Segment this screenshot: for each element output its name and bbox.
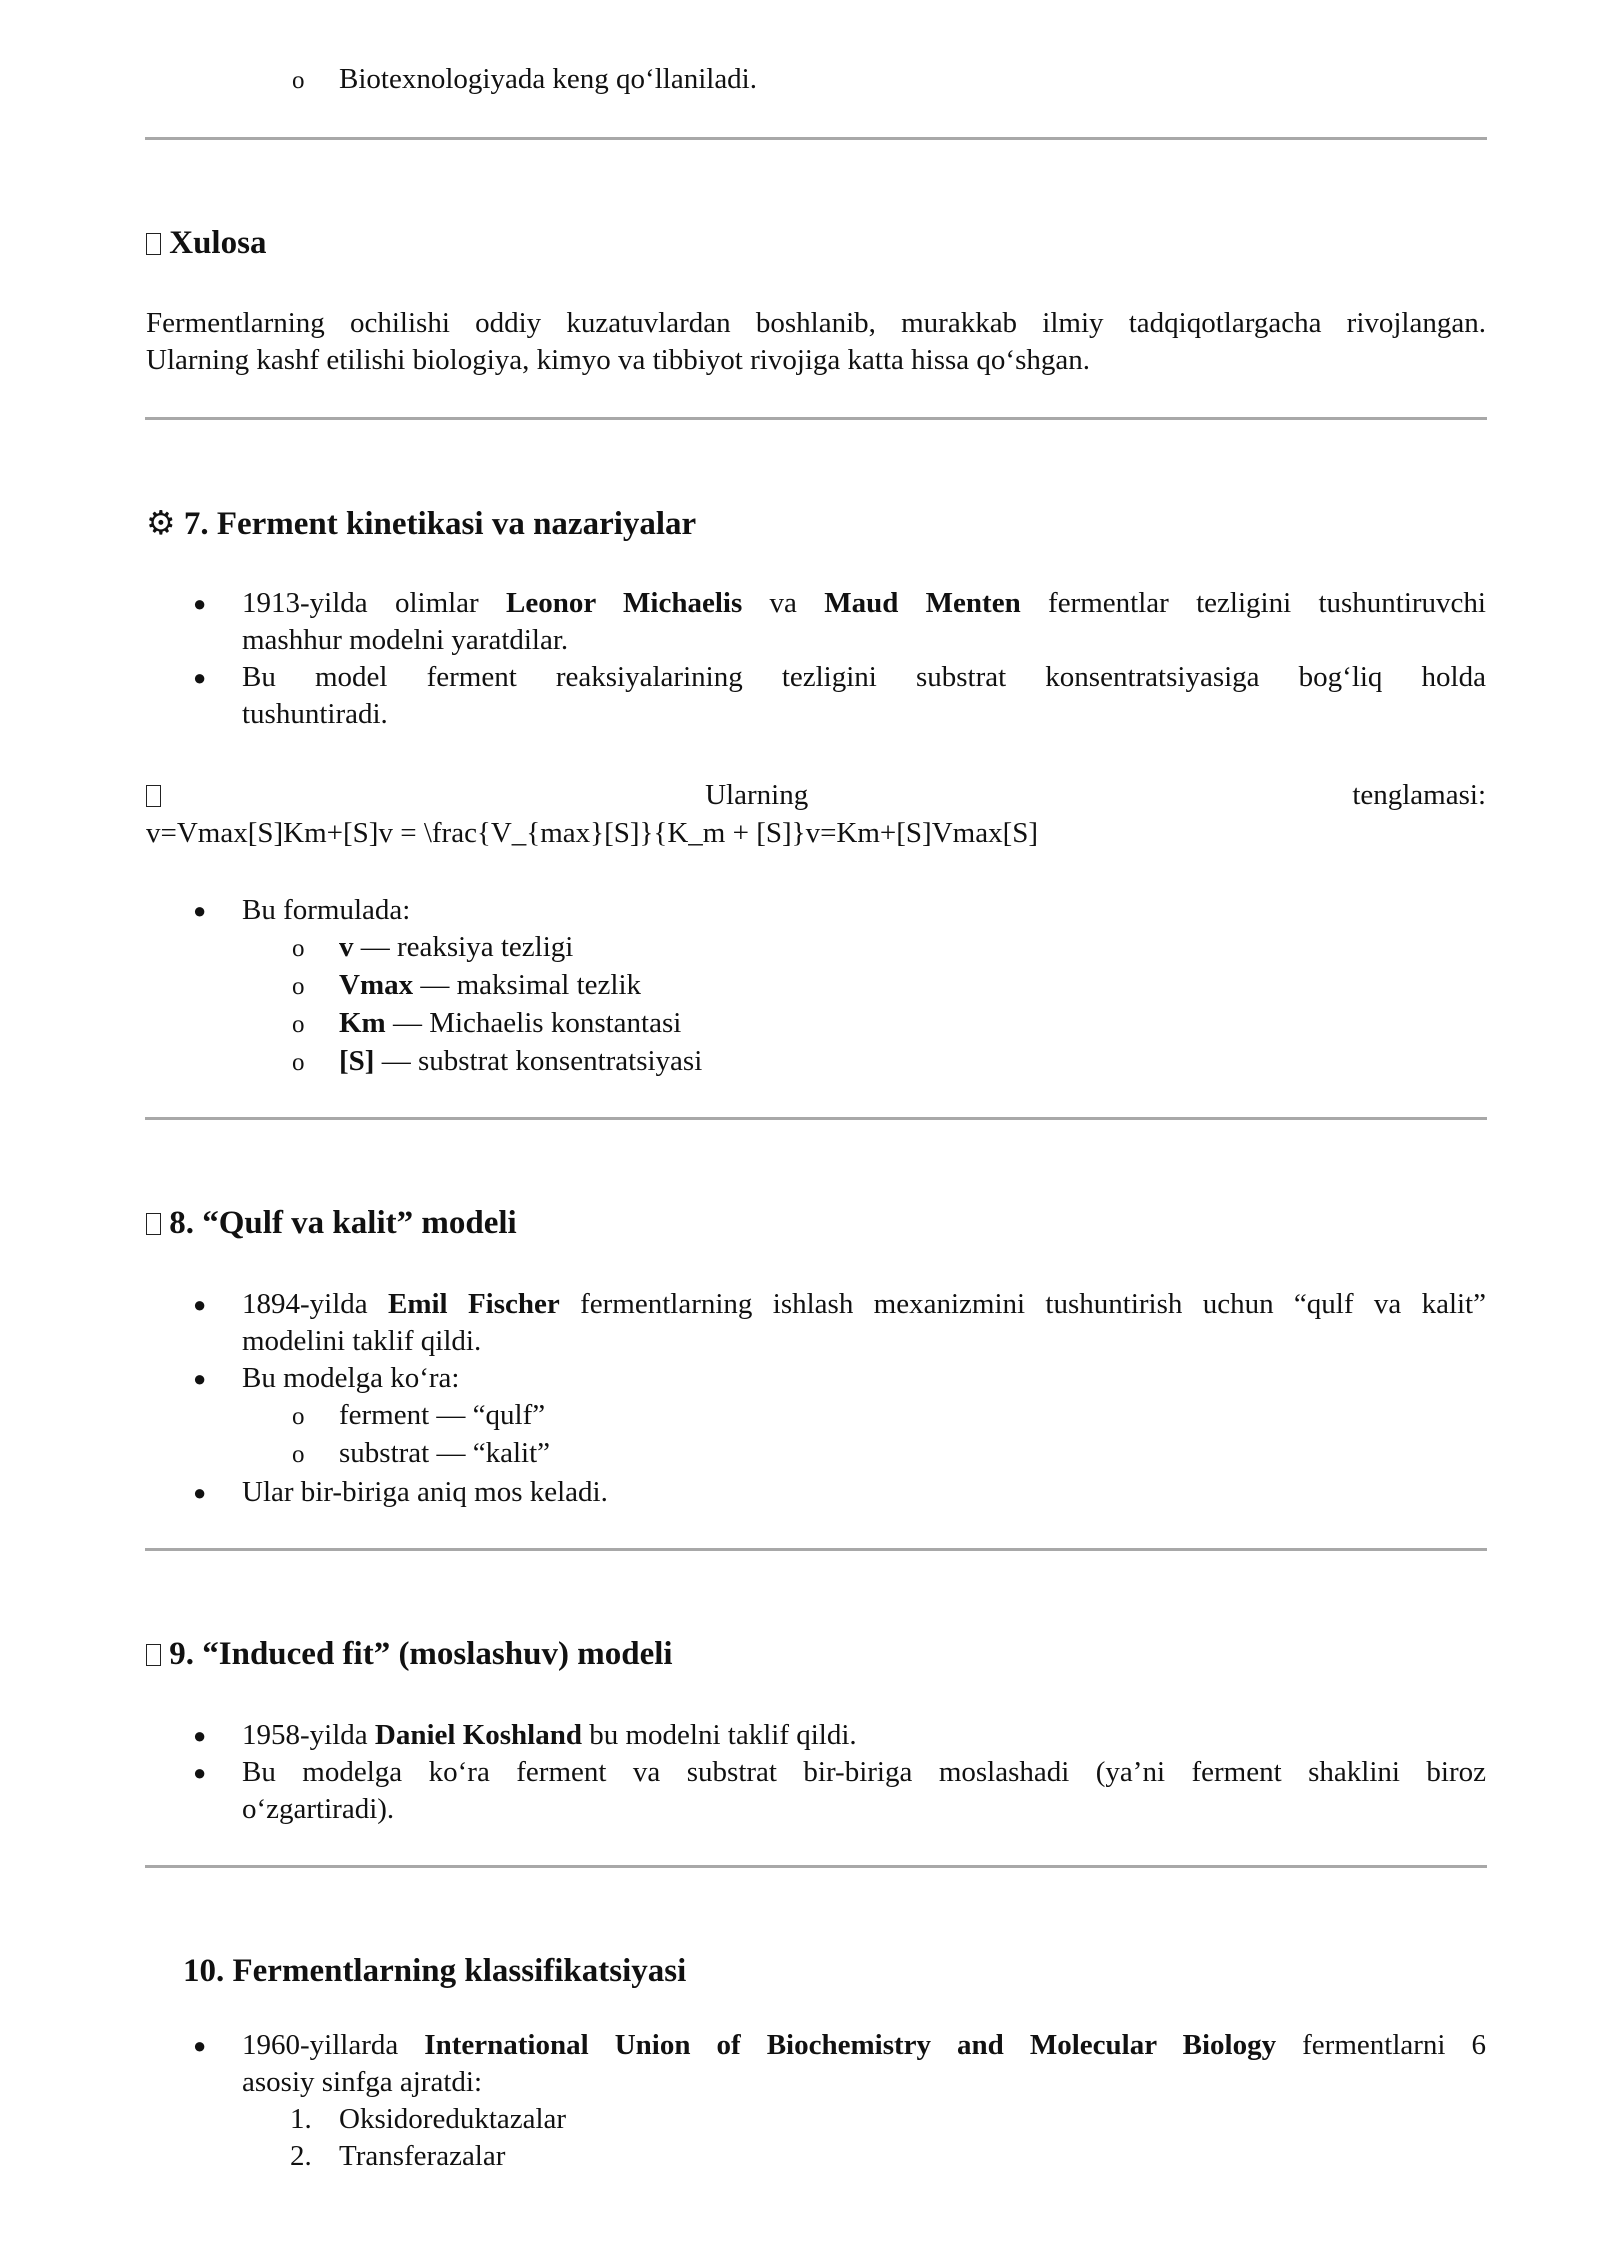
list-number: 2. (290, 2140, 312, 2172)
bullet-icon: ● (193, 1292, 207, 1317)
divider (145, 137, 1487, 140)
list-item: Bu model ferment reaksiyalarining tezligini substrat konsentratsiyasiga bog‘liq holda (242, 661, 1486, 693)
heading-text: 9. “Induced fit” (moslashuv) modeli (169, 1636, 673, 1672)
heading-text: 7. Ferment kinetikasi va nazariyalar (183, 506, 697, 542)
divider (145, 1117, 1487, 1120)
bullet-icon: ● (193, 1480, 207, 1505)
list-item-continuation: o‘zgartiradi). (242, 1793, 395, 1825)
bullet-icon: ● (193, 591, 207, 616)
list-item-continuation: mashhur modelni yaratdilar. (242, 624, 569, 656)
list-number: 1. (290, 2103, 312, 2135)
sub-list-item (339, 929, 573, 966)
list-item: Bu formulada: (242, 894, 411, 926)
list-item-continuation: tushuntiradi. (242, 698, 388, 730)
list-item (242, 1286, 1486, 1323)
term: Vmax (339, 969, 414, 1001)
text: bu modelni taklif qildi. (589, 1719, 857, 1751)
numbered-list-item: Oksidoreduktazalar (339, 2103, 567, 2135)
circle-bullet-icon: o (292, 1403, 305, 1430)
term: Km (339, 1007, 386, 1039)
text: 1913-yilda olimlar (242, 587, 479, 619)
equation-formula: v=Vmax[S]Km+[S]v = \frac{V_{max}[S]}{K_m + [S]}v=Km+[S]Vmax[S] (146, 817, 1039, 849)
numbered-list-item: Transferazalar (339, 2140, 506, 2172)
text: tenglamasi: (1352, 779, 1486, 811)
text: fermentlar tezligini tushuntiruvchi (1048, 587, 1486, 619)
circle-bullet-icon: o (292, 1441, 305, 1468)
list-item: Biotexnologiyada keng qo‘llaniladi. (339, 63, 757, 95)
term: [S] (339, 1045, 375, 1077)
paragraph-line: Fermentlarning ochilishi oddiy kuzatuvlardan boshlanib, murakkab ilmiy tadqiqotlargacha rivojlangan. (146, 307, 1486, 339)
term-description: — Michaelis konstantasi (392, 1007, 682, 1039)
circle-bullet-icon: o (292, 973, 305, 1000)
list-item: Ular bir-biriga aniq mos keladi. (242, 1476, 608, 1508)
sub-list-item (339, 1043, 702, 1080)
sub-list-item: substrat — “kalit” (339, 1437, 551, 1469)
person-name: Daniel Koshland (374, 1719, 582, 1751)
circle-bullet-icon: o (292, 1011, 305, 1038)
section-heading-7 (146, 503, 696, 544)
list-item: Bu modelga ko‘ra ferment va substrat bir-biriga moslashadi (ya’ni ferment shaklini biroz (242, 1756, 1486, 1788)
term-description: — reaksiya tezligi (360, 931, 574, 963)
divider (145, 1865, 1487, 1868)
list-item (242, 2027, 1486, 2064)
list-item (242, 1717, 857, 1754)
bullet-icon: ● (193, 898, 207, 923)
text: Ularning (705, 779, 809, 811)
missing-glyph-icon (146, 233, 161, 255)
missing-glyph-icon (146, 785, 161, 807)
circle-bullet-icon: o (292, 67, 305, 94)
heading-text: 8. “Qulf va kalit” modeli (169, 1205, 517, 1241)
section-heading-8 (146, 1203, 517, 1243)
bullet-icon: ● (193, 1760, 207, 1785)
missing-glyph-icon (146, 1213, 161, 1235)
section-heading-xulosa (146, 223, 266, 263)
equation-intro (146, 777, 1486, 814)
missing-glyph-icon (146, 1644, 161, 1666)
text: fermentlarni 6 (1302, 2029, 1487, 2061)
heading-text: Xulosa (169, 225, 267, 261)
section-heading-10: 10. Fermentlarning klassifikatsiyasi (183, 1953, 687, 1989)
gear-icon: ⚙ (146, 503, 176, 542)
text: va (769, 587, 797, 619)
divider (145, 1548, 1487, 1551)
text: 1894-yilda (242, 1288, 368, 1320)
section-heading-9 (146, 1634, 673, 1674)
person-name: Maud Menten (824, 587, 1021, 619)
text: fermentlarning ishlash mexanizmini tushuntirish uchun “qulf va kalit” (580, 1288, 1486, 1320)
list-item-continuation: asosiy sinfga ajratdi: (242, 2066, 483, 2098)
sub-list-item (339, 1005, 681, 1042)
person-name: Leonor Michaelis (506, 587, 743, 619)
divider (145, 417, 1487, 420)
sub-list-item: ferment — “qulf” (339, 1399, 546, 1431)
list-item-continuation: modelini taklif qildi. (242, 1325, 482, 1357)
term: v (339, 931, 354, 963)
sub-list-item (339, 967, 641, 1004)
bullet-icon: ● (193, 1723, 207, 1748)
text: 1958-yilda (242, 1719, 368, 1751)
term-description: — maksimal tezlik (420, 969, 642, 1001)
list-item (242, 585, 1486, 622)
paragraph-line: Ularning kashf etilishi biologiya, kimyo va tibbiyot rivojiga katta hissa qo‘shgan. (146, 344, 1090, 376)
organization-name: International Union of Biochemistry and Molecular Biology (424, 2029, 1277, 2061)
list-item: Bu modelga ko‘ra: (242, 1362, 460, 1394)
circle-bullet-icon: o (292, 1049, 305, 1076)
circle-bullet-icon: o (292, 935, 305, 962)
bullet-icon: ● (193, 1366, 207, 1391)
bullet-icon: ● (193, 665, 207, 690)
person-name: Emil Fischer (388, 1288, 560, 1320)
text: 1960-yillarda (242, 2029, 399, 2061)
term-description: — substrat konsentratsiyasi (381, 1045, 703, 1077)
bullet-icon: ● (193, 2033, 207, 2058)
